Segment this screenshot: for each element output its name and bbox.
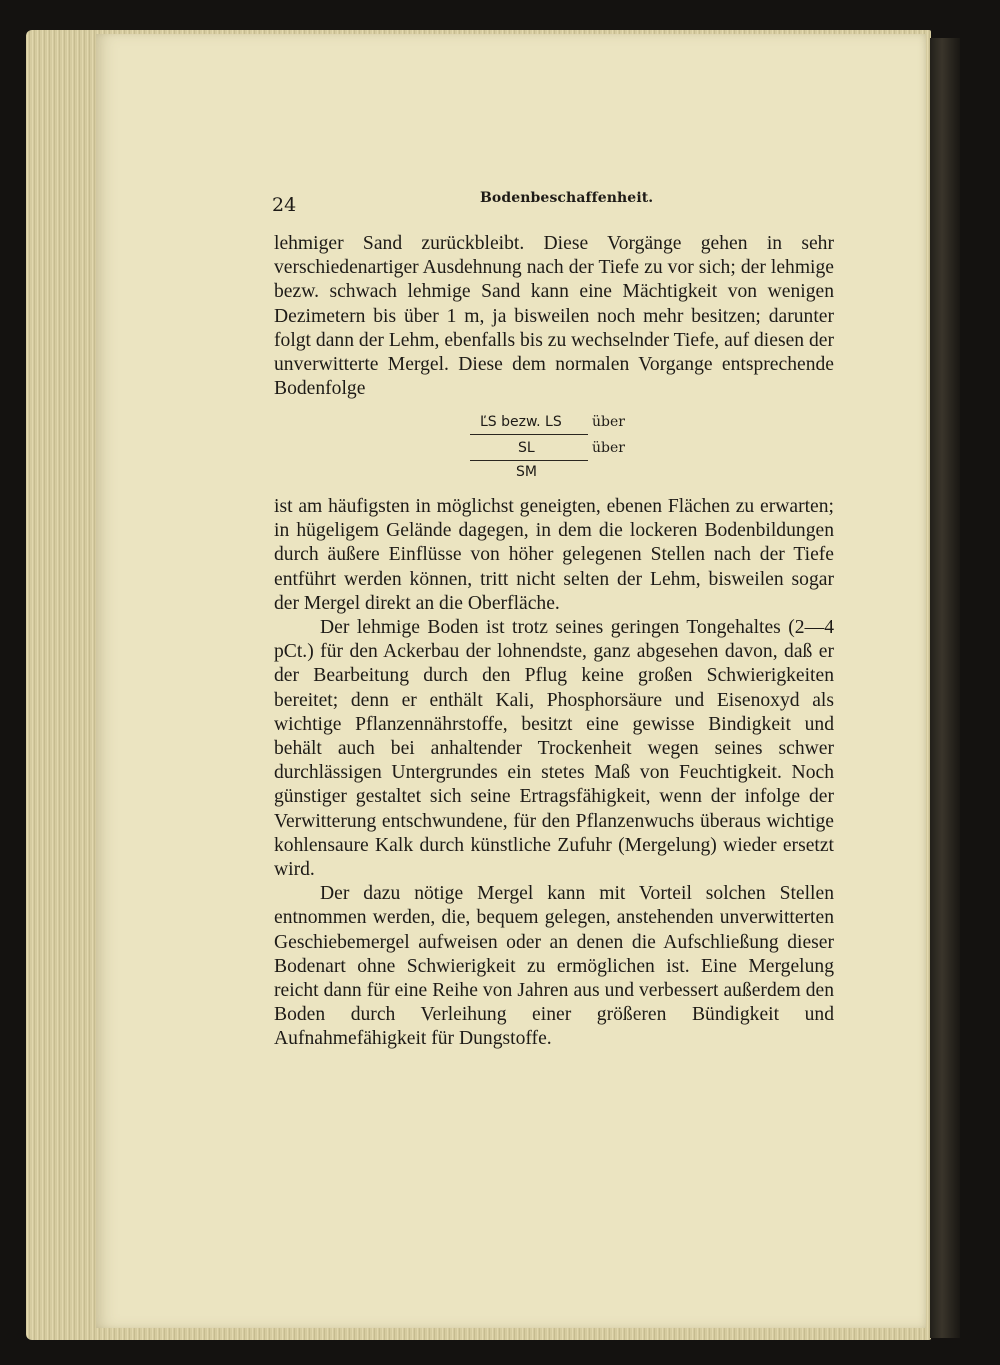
page-number: 24: [272, 194, 297, 216]
book-spine-shadow: [930, 38, 960, 1338]
formula-bottom-term: SM: [516, 464, 537, 480]
text-block-main: [274, 495, 834, 1052]
formula-connector-1: über: [592, 414, 625, 430]
paragraph-3: Der lehmige Boden ist trotz seines geringen Tongehaltes (2—4 pCt.) für den Ackerbau der lohnendste, ganz abgesehen davon, daß er der Bearbeitung durch den Pflug keine großen Schwierigkeiten bereitet; denn er enthält Kali, Phosphorsäure und Eisenoxyd als wichtige Pflanzennährstoffe, besitzt eine gewisse Bindigkeit und behält auch bei anhaltender Trockenheit wegen seines schwer durchlässigen Untergrundes ein stetes Maß von Feuchtigkeit. Noch günstiger gestaltet sich seine Ertragsfähigkeit, wenn der infolge der Verwitterung entschwundene, für den Pflanzenwuchs überaus wichtige kohlensaure Kalk durch künstliche Zufuhr (Mergelung) wieder ersetzt wird.: [274, 617, 834, 881]
formula-rule-2: [470, 460, 588, 461]
paragraph-continued: lehmiger Sand zurückbleibt. Diese Vorgänge gehen in sehr verschiedenartiger Ausdehnung nach der Tiefe zu vor sich; der lehmige bezw. schwach lehmige Sand kann eine Mächtigkeit von wenigen Dezimetern bis über 1 m, ja bisweilen noch mehr besitzen; darunter folgt dann der Lehm, ebenfalls bis zu wechselnder Tiefe, auf diesen der unverwitterte Mergel. Diese dem normalen Vorgange entsprechende Bodenfolge: [274, 233, 834, 400]
formula-top-term: ĽS bezw. LS: [480, 414, 562, 430]
formula-connector-2: über: [592, 440, 625, 456]
formula-rule-1: [470, 434, 588, 435]
paragraph-4: Der dazu nötige Mergel kann mit Vorteil solchen Stellen entnommen werden, die, bequem gelegen, anstehenden unverwitterten Geschiebemergel aufweisen oder an denen die Aufschließung dieser Bodenart ohne Schwierigkeit zu ermöglichen ist. Eine Mergelung reicht dann für eine Reihe von Jahren aus und verbessert außerdem den Boden durch Verleihung einer größeren Bündigkeit und Aufnahmefähigkeit für Dungstoffe.: [274, 883, 834, 1050]
page-header: [272, 188, 654, 218]
paragraph-2: ist am häufigsten in möglichst geneigten, ebenen Flächen zu erwarten; in hügeligem Gelände dagegen, in dem die lockeren Bodenbildungen durch äußere Einflüsse von höher gelegenen Stellen nach der Tiefe entführt werden können, tritt nicht selten der Lehm, bisweilen sogar der Mergel direkt an die Oberfläche.: [274, 496, 834, 614]
running-head: Bodenbeschaffenheit.: [480, 190, 654, 206]
soil-sequence-formula: [470, 412, 660, 482]
formula-middle-term: SL: [518, 440, 535, 456]
text-block-top: [274, 232, 834, 401]
